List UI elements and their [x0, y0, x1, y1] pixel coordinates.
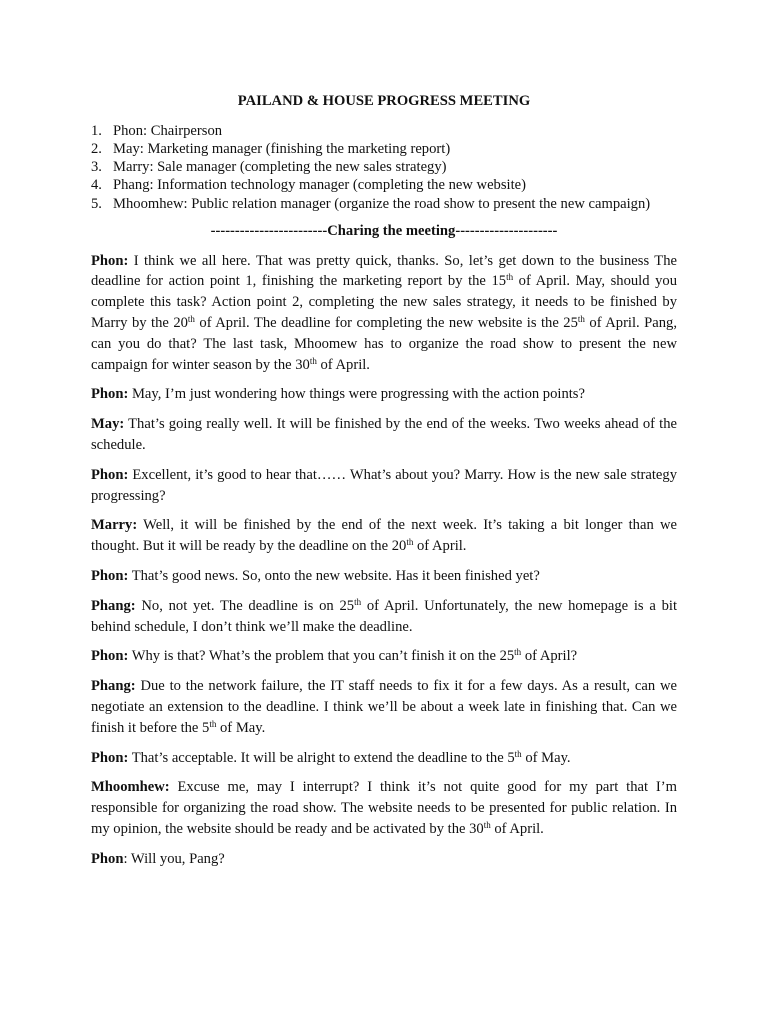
document-title: PAILAND & HOUSE PROGRESS MEETING [237, 93, 531, 109]
speaker-name: Phang: [91, 678, 136, 695]
dialogue-text: of May. [216, 719, 266, 736]
attendee-list-item [91, 158, 677, 176]
dialogue-paragraph [91, 596, 677, 638]
dialogue-paragraph [91, 515, 677, 557]
ordinal-suffix: th [309, 355, 317, 366]
dialogue-text: of April. May, should you complete this task? Action point 2, completing the new sales strategy, it needs to be finished by Marry by the 20 [91, 273, 677, 331]
dialogue-paragraph [91, 566, 677, 587]
dialogue-text: May, I’m just wondering how things were progressing with the action points? [128, 386, 585, 403]
ordinal-suffix: th [354, 596, 362, 607]
dialogue-text: of April. Unfortunately, the new homepage is a bit behind schedule, I don’t think we’ll make the deadline. [91, 597, 677, 635]
speaker-name: Phon: [91, 567, 129, 584]
speaker-name: Phon: [91, 252, 129, 269]
dialogue-paragraph [91, 251, 677, 376]
ordinal-suffix: th [406, 537, 414, 548]
attendee-list [91, 122, 677, 213]
list-number: 5. [91, 195, 102, 212]
dialogue-paragraph [91, 748, 677, 769]
dialogue-text: That’s acceptable. It will be alright to extend the deadline to the 5 [128, 749, 515, 766]
section-heading: ------------------------Charing the meeting--------------------- [210, 222, 558, 239]
ordinal-suffix: th [577, 314, 585, 324]
dialogue-paragraph [91, 676, 677, 738]
attendee-list-item [91, 140, 677, 158]
dialogue-text: of April? [521, 648, 578, 665]
list-number: 2. [91, 141, 102, 157]
dialogue [91, 251, 677, 870]
ordinal-suffix: th [187, 314, 195, 324]
list-number: 3. [91, 159, 102, 176]
attendee-list-item [91, 122, 677, 140]
dialogue-text: of April. [413, 538, 467, 555]
dialogue-text: of May. [521, 749, 571, 766]
dialogue-text: Excuse me, may I interrupt? I think it’s not quite good for my part that I’m responsible for organizing the road show. The website needs to be presented for public relation. In my opinion, the website should be ready and be activated by the 30 [91, 779, 677, 837]
ordinal-suffix: th [506, 272, 514, 283]
attendee-list-item [91, 176, 677, 194]
attendee-text: Phon: Chairperson [113, 122, 223, 139]
attendee-list-item [91, 195, 677, 213]
speaker-name: Phon: [91, 749, 129, 766]
dialogue-paragraph [91, 465, 677, 507]
ordinal-suffix: th [514, 748, 522, 759]
ordinal-suffix: th [209, 718, 217, 729]
attendee-text: Phang: Information technology manager (completing the new website) [113, 177, 526, 194]
speaker-name: Marry: [91, 517, 138, 534]
dialogue-paragraph [91, 646, 677, 667]
list-number: 4. [91, 177, 102, 194]
ordinal-suffix: th [483, 819, 491, 830]
dialogue-text: : Will you, Pang? [123, 850, 225, 867]
dialogue-text: Due to the network failure, the IT staff needs to fix it for a few days. As a result, can we negotiate an extension to the deadline. I think we’ll be about a week late in finishing that. Can we finish it before the 5 [91, 678, 677, 736]
attendee-text: Marry: Sale manager (completing the new sales strategy) [113, 159, 447, 176]
dialogue-text: No, not yet. The deadline is on 25 [135, 597, 355, 614]
dialogue-text: of April. [490, 820, 544, 837]
dialogue-text: Well, it will be finished by the end of the next week. It’s taking a bit longer than we thought. But it will be ready by the deadline on the 20 [91, 517, 677, 555]
speaker-name: May: [91, 416, 125, 433]
list-number: 1. [91, 122, 102, 139]
dialogue-paragraph [91, 384, 677, 405]
dialogue-paragraph [91, 849, 677, 870]
speaker-name: Phang: [91, 597, 136, 614]
speaker-name: Mhoomhew: [91, 779, 170, 796]
dialogue-paragraph [91, 777, 677, 839]
attendee-text: May: Marketing manager (finishing the marketing report) [113, 141, 451, 157]
dialogue-text: Why is that? What’s the problem that you can’t finish it on the 25 [128, 648, 515, 665]
dialogue-text: of April. The deadline for completing the new website is the 25 [194, 315, 578, 331]
speaker-name: Phon: [91, 466, 129, 483]
dialogue-text: Excellent, it’s good to hear that…… What’s about you? Marry. How is the new sale strategy progressing? [91, 466, 677, 504]
ordinal-suffix: th [514, 647, 522, 658]
dialogue-text: That’s good news. So, onto the new website. Has it been finished yet? [128, 567, 540, 584]
speaker-name: Phon: [91, 386, 129, 403]
speaker-name: Phon: [91, 648, 129, 665]
dialogue-paragraph [91, 414, 677, 456]
speaker-name: Phon [91, 850, 124, 867]
dialogue-text: of April. [316, 356, 370, 373]
document-page [91, 91, 677, 879]
dialogue-text: of April. Pang, can you do that? The last task, Mhoomew has to organize the road show to present the new campaign for winter season by the 30 [91, 315, 677, 373]
dialogue-text: That’s going really well. It will be finished by the end of the weeks. Two weeks ahead of the schedule. [91, 416, 677, 453]
attendee-text: Mhoomhew: Public relation manager (organize the road show to present the new campaign) [113, 195, 651, 212]
dialogue-text: I think we all here. That was pretty quick, thanks. So, let’s get down to the business The deadline for action point 1, finishing the marketing report by the 15 [91, 252, 677, 290]
